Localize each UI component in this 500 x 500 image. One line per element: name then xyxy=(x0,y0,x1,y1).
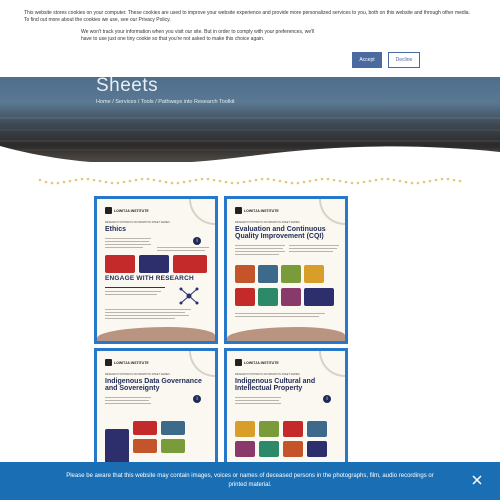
card-title: Indigenous Cultural and Intellectual Property xyxy=(235,378,316,392)
decline-button[interactable]: Decline xyxy=(388,52,420,68)
series-label: RESEARCH PATHWAYS INFORMATION SHEET SERIES xyxy=(105,221,170,224)
logo: LOWITJA INSTITUTE xyxy=(105,207,149,214)
series-label: RESEARCH PATHWAYS INFORMATION SHEET SERIES xyxy=(105,373,170,376)
cookie-banner xyxy=(0,0,500,77)
deceased-persons-notice xyxy=(0,462,500,500)
resource-card-ethics[interactable] xyxy=(94,196,218,344)
hero-wave xyxy=(0,138,500,174)
logo: LOWITJA INSTITUTE xyxy=(105,359,149,366)
cookie-text: This website stores cookies on your computer. These cookies are used to improve your website experience and provide more personalized services to you, both on this website and through other media. To find out more about the cookies we use, see our Privacy Policy. xyxy=(24,10,470,23)
breadcrumb[interactable]: Home / Services / Tools / Pathways into Research Toolkit xyxy=(96,99,235,105)
cookie-buttons xyxy=(352,52,420,68)
card-title: Indigenous Data Governance and Sovereignty xyxy=(105,378,202,392)
card-title: Ethics xyxy=(105,226,127,233)
info-icon: i xyxy=(323,395,331,403)
close-icon[interactable] xyxy=(471,474,483,486)
info-icon: i xyxy=(193,237,201,245)
info-icon: i xyxy=(193,395,201,403)
resource-card-cultural-ip[interactable] xyxy=(224,348,348,468)
resource-card-evaluation-cqi[interactable] xyxy=(224,196,348,344)
cookie-text-secondary: We won't track your information when you visit our site. But in order to comply with your preferences, we'll have to use just one tiny cookie so that you're not asked to make this choice again. xyxy=(81,29,315,42)
page-title: Sheets xyxy=(96,77,159,96)
card-title: Evaluation and Continuous Quality Improvement (CQI) xyxy=(235,226,326,240)
resource-card-data-governance[interactable] xyxy=(94,348,218,468)
notice-text: Please be aware that this website may contain images, voices or names of deceased persons in the photographs, film, audio recordings or printed material. xyxy=(66,473,434,488)
accept-button[interactable]: Accept xyxy=(352,52,382,68)
logo: LOWITJA INSTITUTE xyxy=(235,359,279,366)
engage-with-research-logo: ENGAGE WITH RESEARCH xyxy=(105,275,194,282)
logo: LOWITJA INSTITUTE xyxy=(235,207,279,214)
series-label: RESEARCH PATHWAYS INFORMATION SHEET SERIES xyxy=(235,373,300,376)
series-label: RESEARCH PATHWAYS INFORMATION SHEET SERIES xyxy=(235,221,300,224)
network-icon xyxy=(177,285,201,307)
dotted-divider xyxy=(0,170,500,190)
